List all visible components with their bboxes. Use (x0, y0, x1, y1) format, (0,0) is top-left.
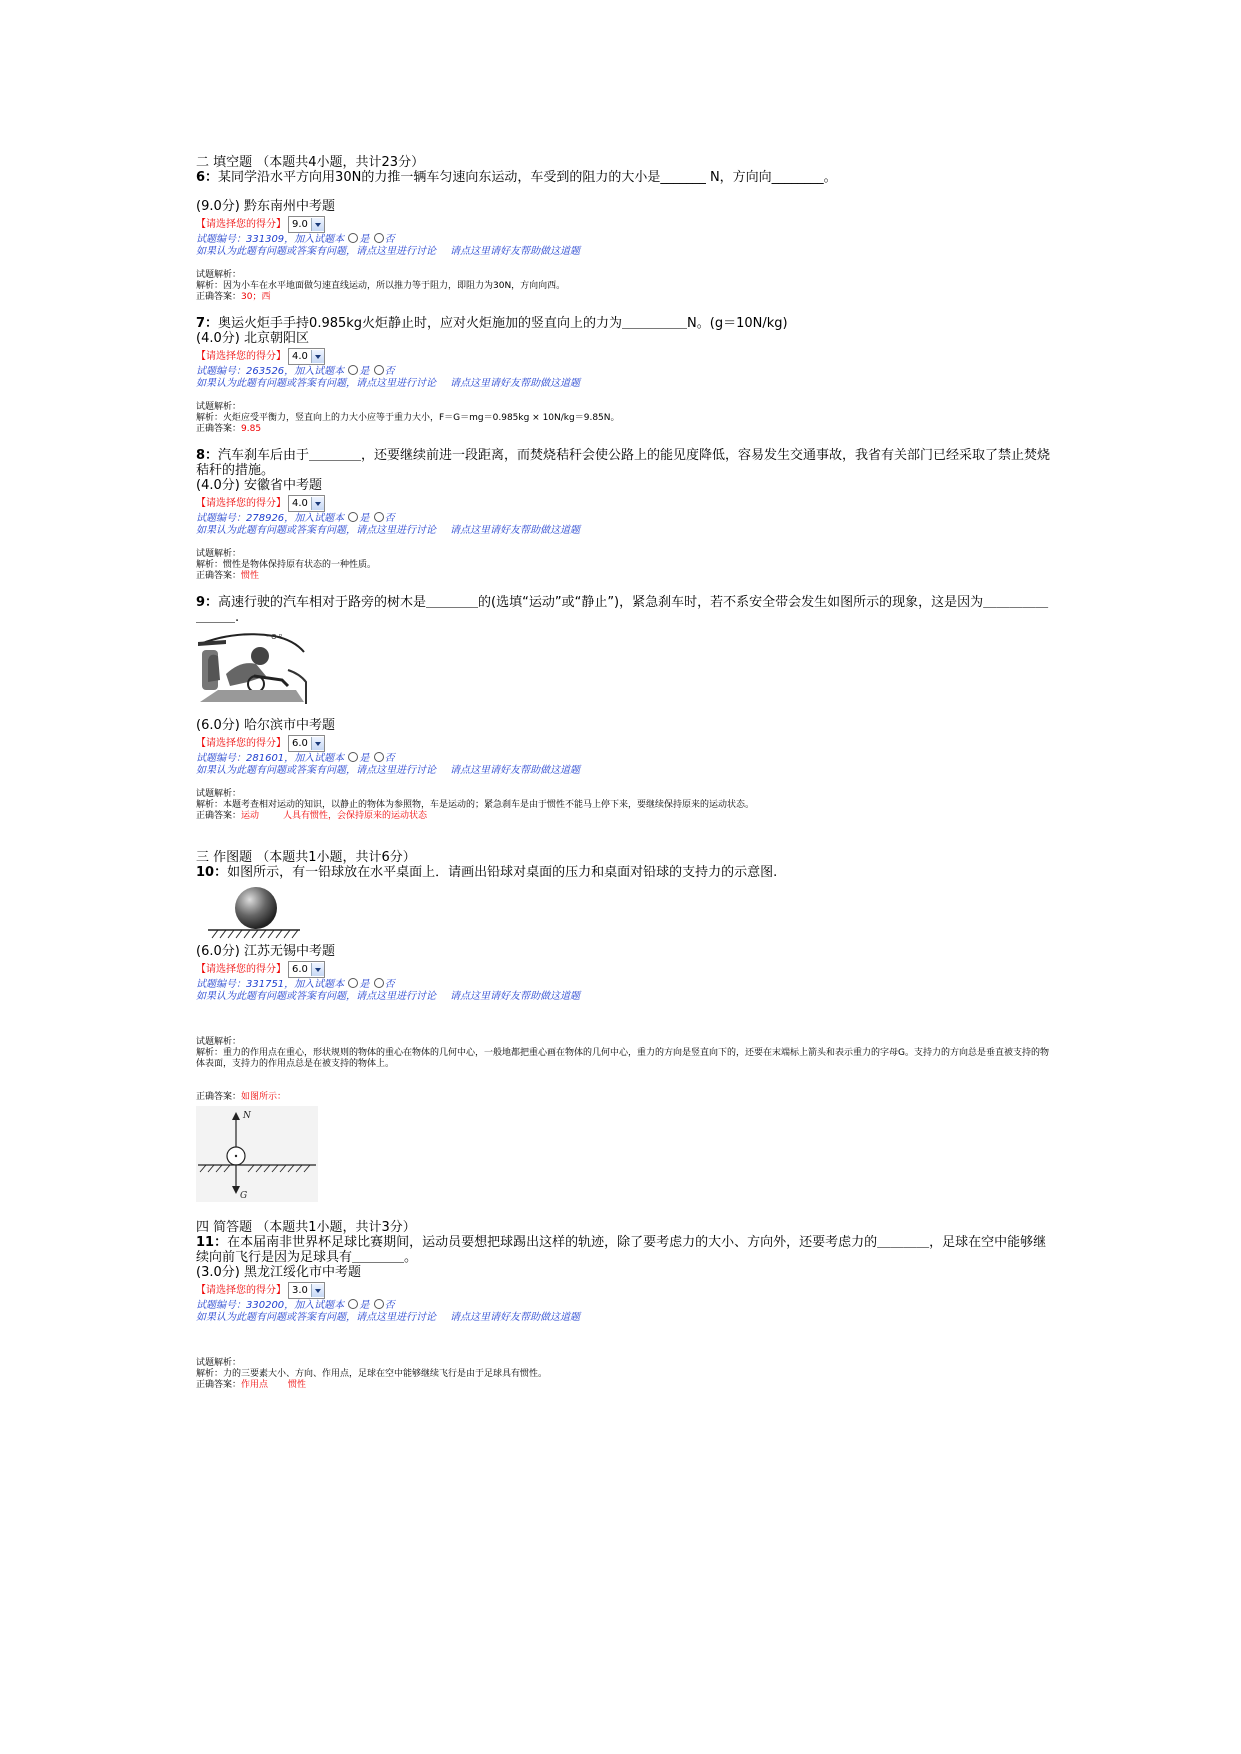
question-text: 高速行驶的汽车相对于路旁的树木是＿＿＿＿的(选填“运动”或“静止”)，紧急刹车时，若不系安全带会发生如图所示的现象，这是因为＿＿＿＿＿＿＿＿. (196, 595, 1049, 625)
normal-force-label: N (243, 1111, 251, 1121)
question-number: 11： (196, 1235, 228, 1250)
car-braking-figure (196, 630, 314, 712)
analysis-heading: 试题解析： (196, 1037, 242, 1047)
discuss-link[interactable]: 如果认为此题有问题或答案有问题，请点这里进行讨论 (196, 378, 436, 389)
score-label: 【请选择您的得分】 (196, 350, 286, 362)
answer-label: 正确答案： (196, 1092, 242, 1102)
no-radio[interactable] (374, 512, 384, 522)
no-radio[interactable] (374, 233, 384, 243)
answer-text: 30；西 (241, 292, 271, 302)
answer-text: 惯性 (241, 571, 260, 581)
analysis-text: 解析：因为小车在水平地面做匀速直线运动，所以推力等于阻力，即阻力为30N，方向向西。 (196, 281, 566, 291)
score-label: 【请选择您的得分】 (196, 497, 286, 509)
yes-radio[interactable] (348, 512, 358, 522)
no-radio[interactable] (374, 978, 384, 988)
question-number: 8： (196, 448, 219, 463)
discuss-link[interactable]: 如果认为此题有问题或答案有问题，请点这里进行讨论 (196, 1312, 436, 1323)
help-link[interactable]: 请点这里请好友帮助做这道题 (450, 246, 580, 257)
help-link[interactable]: 请点这里请好友帮助做这道题 (450, 525, 580, 536)
answer-label: 正确答案： (196, 1380, 242, 1390)
chevron-down-icon (311, 497, 324, 510)
answer-label: 正确答案： (196, 571, 242, 581)
question-number: 7： (196, 316, 219, 331)
discuss-link[interactable]: 如果认为此题有问题或答案有问题，请点这里进行讨论 (196, 246, 436, 257)
score-select[interactable]: 4.0 (288, 348, 325, 365)
question-source: (6.0分) 江苏无锡中考题 (196, 944, 335, 959)
question-6: 6：某同学沿水平方向用30N的力推一辆车匀速向东运动，车受到的阻力的大小是_______ N，方向向________。 (9.0分) 黔东南州中考题 【请选择您的得分】 9.0 试题编号：331309，加入试题本 是 否 如果认为此题有问题或答案有问题，请点这里进行讨论 请点这里请好友帮助做这道题 试题解析： 解析：因为小车在水平地面做匀速直线运动，所以推力等于阻力，即阻力为30N，方向向西。 正确答案：30；西 (196, 170, 1056, 303)
analysis-text: 解析：力的三要素大小、方向、作用点，足球在空中能够继续飞行是由于足球具有惯性。 (196, 1369, 548, 1379)
answer-text-2: 惯性 (288, 1380, 307, 1390)
no-radio[interactable] (374, 1299, 384, 1309)
yes-radio[interactable] (348, 365, 358, 375)
answer-label: 正确答案： (196, 811, 242, 821)
question-10: 10：如图所示，有一铅球放在水平桌面上．请画出铅球对桌面的压力和桌面对铅球的支持力的示意图. (6.0分) 江苏无锡中考题 【请选择您的得分】 6.0 试题编号：331751，加入试题本 是 否 如果认为此题有问题或答案有问题，请点这里进行讨论 请点这里请好友帮助做这道题 试题解析： 解析：重力的作用点在重心，形状规则的物体的重心在物体的几何中心，一般地都把重心画在物体的几何中心，重力的方向是竖直向下的，还要在末端标上箭头和表示重力的字母G。支持力的方向总是垂直被支持的物体表面，支持力的作用点总是在被支持的物体上。 正确答案：如图所示： N G (196, 865, 1056, 1202)
answer-text: 如图所示： (241, 1092, 287, 1102)
question-8: 8：汽车刹车后由于＿＿＿＿，还要继续前进一段距离，而焚烧秸秆会使公路上的能见度降低，容易发生交通事故，我省有关部门已经采取了禁止焚烧秸秆的措施。 (4.0分) 安徽省中考题 【请选择您的得分】 4.0 试题编号：278926，加入试题本 是 否 如果认为此题有问题或答案有问题，请点这里进行讨论 请点这里请好友帮助做这道题 试题解析： 解析：惯性是物体保持原有状态的一种性质。 正确答案：惯性 (196, 448, 1056, 582)
yes-radio[interactable] (348, 233, 358, 243)
yes-radio[interactable] (348, 1299, 358, 1309)
question-source: (4.0分) 安徽省中考题 (196, 478, 322, 493)
svg-text:ᵉ Ο ᴰ: ᵉ Ο ᴰ (266, 633, 283, 641)
no-radio[interactable] (374, 365, 384, 375)
score-select[interactable]: 9.0 (288, 216, 325, 233)
question-text: 某同学沿水平方向用30N的力推一辆车匀速向东运动，车受到的阻力的大小是_______ N，方向向________。 (218, 170, 837, 185)
analysis-heading: 试题解析： (196, 270, 242, 280)
question-number: 6： (196, 170, 219, 185)
score-label: 【请选择您的得分】 (196, 963, 286, 975)
question-text: 奥运火炬手手持0.985kg火炬静止时，应对火炬施加的竖直向上的力为＿＿＿＿＿N。(g＝10N/kg) (218, 316, 788, 331)
question-11: 11：在本届南非世界杯足球比赛期间，运动员要想把球踢出这样的轨迹，除了要考虑力的大小、方向外，还要考虑力的＿＿＿＿，足球在空中能够继续向前飞行是因为足球具有＿＿＿＿。 (3.0分) 黑龙江绥化市中考题 【请选择您的得分】 3.0 试题编号：330200，加入试题本 是 否 如果认为此题有问题或答案有问题，请点这里进行讨论 请点这里请好友帮助做这道题 试题解析： 解析：力的三要素大小、方向、作用点，足球在空中能够继续飞行是由于足球具有惯性。 正确答案：作用点 惯性 (196, 1235, 1056, 1391)
answer-label: 正确答案： (196, 292, 242, 302)
score-label: 【请选择您的得分】 (196, 218, 286, 230)
exam-page (196, 155, 1056, 1391)
question-number: 10： (196, 865, 228, 880)
answer-text: 作用点 (241, 1380, 269, 1390)
analysis-text: 解析：本题考查相对运动的知识，以静止的物体为参照物，车是运动的；紧急刹车是由于惯性不能马上停下来，要继续保持原来的运动状态。 (196, 800, 755, 810)
answer-text-2: 人具有惯性，会保持原来的运动状态 (283, 811, 428, 821)
section-heading: 三 作图题 （本题共1小题，共计6分） (196, 850, 416, 865)
question-number: 9： (196, 595, 219, 610)
analysis-heading: 试题解析： (196, 402, 242, 412)
question-text: 如图所示，有一铅球放在水平桌面上．请画出铅球对桌面的压力和桌面对铅球的支持力的示意图. (227, 865, 778, 880)
answer-text: 9.85 (241, 424, 262, 434)
analysis-text: 解析：火炬应受平衡力，竖直向上的力大小应等于重力大小，F＝G＝mg＝0.985kg × 10N/kg＝9.85N。 (196, 413, 620, 423)
question-9: 9：高速行驶的汽车相对于路旁的树木是＿＿＿＿的(选填“运动”或“静止”)，紧急刹车时，若不系安全带会发生如图所示的现象，这是因为＿＿＿＿＿＿＿＿. ᵉ Ο ᴰ (6.0分) 哈尔滨市中考题 【请选择您的得分】 6.0 试题编号：281601，加入试题本 是 否 如果认为此题有问题或答案有问题，请点这里进行讨论 请点这里请好友帮助做这道题 试题解析： 解析：本题考查相对运动的知识，以静止的物体为参照物，车是运动的；紧急刹车是由于惯性不能马上停下来，要继续保持原来的运动状态。 正确答案：运动 人具有惯性，会保持原来的运动状态 (196, 595, 1056, 822)
analysis-text: 解析：重力的作用点在重心，形状规则的物体的重心在物体的几何中心，一般地都把重心画在物体的几何中心，重力的方向是竖直向下的，还要在末端标上箭头和表示重力的字母G。支持力的方向总是垂直被支持的物体表面，支持力的作用点总是在被支持的物体上。 (196, 1048, 1049, 1069)
no-radio[interactable] (374, 752, 384, 762)
answer-text: 运动 (241, 811, 260, 821)
analysis-heading: 试题解析： (196, 1358, 242, 1368)
score-label: 【请选择您的得分】 (196, 737, 286, 749)
chevron-down-icon (311, 963, 324, 976)
chevron-down-icon (311, 737, 324, 750)
score-select[interactable]: 6.0 (288, 961, 325, 978)
question-source: (3.0分) 黑龙江绥化市中考题 (196, 1265, 361, 1280)
section-heading: 四 简答题 （本题共1小题，共计3分） (196, 1220, 416, 1235)
score-select[interactable]: 4.0 (288, 495, 325, 512)
section-heading: 二 填空题 （本题共4小题，共计23分） (196, 155, 425, 170)
question-7: 7：奥运火炬手手持0.985kg火炬静止时，应对火炬施加的竖直向上的力为＿＿＿＿＿N。(g＝10N/kg) (4.0分) 北京朝阳区 【请选择您的得分】 4.0 试题编号：263526，加入试题本 是 否 如果认为此题有问题或答案有问题，请点这里进行讨论 请点这里请好友帮助做这道题 试题解析： 解析：火炬应受平衡力，竖直向上的力大小应等于重力大小，F＝G＝mg＝0.985kg × 10N/kg＝9.85N。 正确答案：9.85 (196, 316, 1056, 435)
gravity-label: G (240, 1191, 248, 1201)
score-select[interactable]: 3.0 (288, 1282, 325, 1299)
answer-label: 正确答案： (196, 424, 242, 434)
question-text: 汽车刹车后由于＿＿＿＿，还要继续前进一段距离，而焚烧秸秆会使公路上的能见度降低，容易发生交通事故，我省有关部门已经采取了禁止焚烧秸秆的措施。 (196, 448, 1051, 478)
yes-radio[interactable] (348, 752, 358, 762)
analysis-heading: 试题解析： (196, 789, 242, 799)
help-link[interactable]: 请点这里请好友帮助做这道题 (450, 378, 580, 389)
score-select[interactable]: 6.0 (288, 735, 325, 752)
discuss-link[interactable]: 如果认为此题有问题或答案有问题，请点这里进行讨论 (196, 765, 436, 776)
help-link[interactable]: 请点这里请好友帮助做这道题 (450, 1312, 580, 1323)
shot-put-figure (204, 886, 304, 942)
chevron-down-icon (311, 350, 324, 363)
question-source: (4.0分) 北京朝阳区 (196, 331, 309, 346)
yes-radio[interactable] (348, 978, 358, 988)
discuss-link[interactable]: 如果认为此题有问题或答案有问题，请点这里进行讨论 (196, 991, 436, 1002)
analysis-text: 解析：惯性是物体保持原有状态的一种性质。 (196, 560, 377, 570)
help-link[interactable]: 请点这里请好友帮助做这道题 (450, 765, 580, 776)
question-source: (9.0分) 黔东南州中考题 (196, 199, 335, 214)
question-source: (6.0分) 哈尔滨市中考题 (196, 718, 335, 733)
score-label: 【请选择您的得分】 (196, 1284, 286, 1296)
force-diagram-figure (196, 1106, 318, 1202)
chevron-down-icon (311, 1284, 324, 1297)
add-to-book-label: 加入试题本 (294, 234, 345, 245)
question-text: 在本届南非世界杯足球比赛期间，运动员要想把球踢出这样的轨迹，除了要考虑力的大小、方向外，还要考虑力的＿＿＿＿，足球在空中能够继续向前飞行是因为足球具有＿＿＿＿。 (196, 1235, 1047, 1265)
help-link[interactable]: 请点这里请好友帮助做这道题 (450, 991, 580, 1002)
discuss-link[interactable]: 如果认为此题有问题或答案有问题，请点这里进行讨论 (196, 525, 436, 536)
chevron-down-icon (311, 218, 324, 231)
analysis-heading: 试题解析： (196, 549, 242, 559)
